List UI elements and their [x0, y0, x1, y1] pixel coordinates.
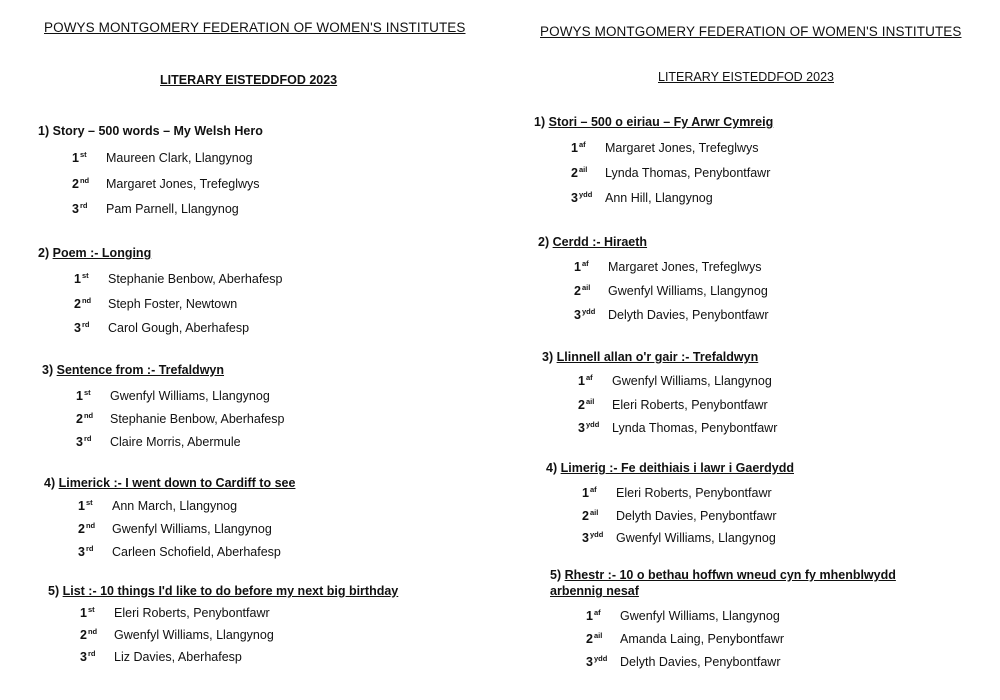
place-ordinal: $3^{ydd}$ [586, 654, 608, 669]
place-ordinal: 2nd [78, 521, 96, 536]
winner-entry [72, 150, 253, 165]
section-number: 2) [538, 235, 550, 249]
winner-entry [76, 434, 241, 449]
winner-name: Carleen Schofield, Aberhafesp [112, 545, 281, 559]
winner-entry [578, 373, 772, 388]
section-number: 4) [44, 476, 56, 490]
place-ordinal: $2^{ail}$ [574, 283, 591, 298]
winner-name: Gwenfyl Williams, Llangynog [112, 522, 272, 536]
winner-entry [582, 508, 777, 523]
place-ordinal: $2^{ail}$ [571, 165, 588, 180]
winner-name: Margaret Jones, Trefeglwys [106, 177, 260, 191]
winner-entry [74, 271, 282, 286]
section-1-title [38, 124, 263, 138]
section-1-title [534, 115, 773, 129]
section-title-text-line2: arbennig nesaf [550, 584, 639, 598]
section-title-text: Stori – 500 o eiriau – Fy Arwr Cymreig [548, 115, 774, 129]
winner-name: Maureen Clark, Llangynog [106, 151, 253, 165]
winner-entry [76, 411, 284, 426]
section-title-text: Sentence from :- Trefaldwyn [56, 363, 225, 377]
section-title-text: Llinnell allan o'r gair :- Trefaldwyn [556, 350, 759, 364]
winner-name: Margaret Jones, Trefeglwys [608, 260, 762, 274]
winner-entry [586, 654, 781, 669]
section-4-title [546, 461, 794, 475]
winner-name: Carol Gough, Aberhafesp [108, 321, 250, 335]
place-ordinal: 1st [78, 498, 93, 513]
winner-name: Delyth Davies, Penybontfawr [608, 308, 769, 322]
winner-name: Gwenfyl Williams, Llangynog [620, 609, 780, 623]
section-title-text: Limerig :- Fe deithiais i lawr i Gaerdydd [560, 461, 794, 475]
winner-name: Gwenfyl Williams, Llangynog [616, 531, 776, 545]
winner-entry [80, 627, 274, 642]
section-2-title [538, 235, 647, 249]
place-ordinal: 1st [72, 150, 87, 165]
place-ordinal: $1^{af}$ [582, 485, 597, 500]
winner-entry [571, 190, 713, 205]
place-ordinal: $1^{af}$ [574, 259, 589, 274]
winner-entry [574, 283, 768, 298]
place-ordinal: 3rd [74, 320, 90, 335]
winner-entry [582, 530, 776, 545]
place-ordinal: $2^{ail}$ [578, 397, 595, 412]
section-5-title [550, 567, 896, 599]
place-ordinal: $2^{ail}$ [586, 631, 603, 646]
winner-entry [80, 649, 242, 664]
section-title-text: Cerdd :- Hiraeth [552, 235, 648, 249]
section-number: 1) [534, 115, 546, 129]
place-ordinal: 2nd [72, 176, 90, 191]
section-number: 2) [38, 246, 50, 260]
winner-entry [578, 397, 768, 412]
winner-entry [574, 259, 762, 274]
section-3-title [542, 350, 758, 364]
section-3-title [42, 363, 224, 377]
winner-entry [78, 521, 272, 536]
winner-name: Ann March, Llangynog [112, 499, 238, 513]
winner-name: Stephanie Benbow, Aberhafesp [108, 272, 283, 286]
winner-name: Lynda Thomas, Penybontfawr [605, 166, 771, 180]
winner-entry [586, 608, 780, 623]
winner-entry [78, 544, 281, 559]
section-number: 3) [42, 363, 54, 377]
winner-entry [72, 176, 260, 191]
winner-name: Gwenfyl Williams, Llangynog [110, 389, 270, 403]
place-ordinal: 2nd [80, 627, 98, 642]
winner-name: Delyth Davies, Penybontfawr [616, 509, 777, 523]
place-ordinal: 2nd [76, 411, 94, 426]
winner-name: Gwenfyl Williams, Llangynog [612, 374, 772, 388]
welsh-results-page [500, 0, 1000, 700]
winner-name: Margaret Jones, Trefeglwys [605, 141, 759, 155]
winner-name: Liz Davies, Aberhafesp [114, 650, 242, 664]
section-title-text: Poem :- Longing [52, 246, 152, 260]
winner-entry [571, 165, 770, 180]
section-title-text: Limerick :- I went down to Cardiff to see [58, 476, 296, 490]
place-ordinal: 1st [80, 605, 95, 620]
winner-entry [571, 140, 759, 155]
place-ordinal: $1^{af}$ [578, 373, 593, 388]
section-title-text: Rhestr :- 10 o bethau hoffwn wneud cyn fy mhenblwydd [564, 568, 896, 582]
place-ordinal: $3^{ydd}$ [571, 190, 593, 205]
place-ordinal: $2^{ail}$ [582, 508, 599, 523]
winner-name: Eleri Roberts, Penybontfawr [114, 606, 270, 620]
winner-entry [578, 420, 777, 435]
winner-name: Eleri Roberts, Penybontfawr [612, 398, 768, 412]
winner-name: Lynda Thomas, Penybontfawr [612, 421, 778, 435]
section-number: 1) [38, 124, 50, 138]
winner-name: Claire Morris, Abermule [110, 435, 241, 449]
place-ordinal: $3^{ydd}$ [574, 307, 596, 322]
winner-name: Eleri Roberts, Penybontfawr [616, 486, 772, 500]
winner-entry [72, 201, 239, 216]
event-title: LITERARY EISTEDDFOD 2023 [658, 70, 834, 84]
organisation-heading: POWYS MONTGOMERY FEDERATION OF WOMEN'S INSTITUTES [44, 20, 466, 35]
winner-entry [574, 307, 769, 322]
winner-name: Pam Parnell, Llangynog [106, 202, 239, 216]
place-ordinal: 3rd [76, 434, 92, 449]
place-ordinal: 1st [74, 271, 89, 286]
winner-name: Delyth Davies, Penybontfawr [620, 655, 781, 669]
winner-entry [74, 296, 237, 311]
winner-name: Gwenfyl Williams, Llangynog [608, 284, 768, 298]
winner-name: Amanda Laing, Penybontfawr [620, 632, 784, 646]
event-title: LITERARY EISTEDDFOD 2023 [160, 73, 338, 87]
place-ordinal: 3rd [80, 649, 96, 664]
winner-name: Gwenfyl Williams, Llangynog [114, 628, 274, 642]
winner-entry [76, 388, 270, 403]
place-ordinal: 3rd [78, 544, 94, 559]
winner-name: Stephanie Benbow, Aberhafesp [110, 412, 285, 426]
section-number: 3) [542, 350, 554, 364]
place-ordinal: 3rd [72, 201, 88, 216]
place-ordinal: $3^{ydd}$ [582, 530, 604, 545]
section-4-title [44, 476, 295, 490]
winner-entry [582, 485, 772, 500]
winner-entry [80, 605, 270, 620]
section-number: 4) [546, 461, 558, 475]
place-ordinal: $3^{ydd}$ [578, 420, 600, 435]
place-ordinal: 1st [76, 388, 91, 403]
place-ordinal: 2nd [74, 296, 92, 311]
section-2-title [38, 246, 151, 260]
winner-entry [74, 320, 249, 335]
place-ordinal: $1^{af}$ [571, 140, 586, 155]
winner-entry [78, 498, 237, 513]
winner-name: Ann Hill, Llangynog [605, 191, 713, 205]
section-title-text: List :- 10 things I'd like to do before my next big birthday [62, 584, 399, 598]
section-5-title [48, 584, 398, 598]
organisation-heading: POWYS MONTGOMERY FEDERATION OF WOMEN'S INSTITUTES [540, 24, 962, 39]
place-ordinal: $1^{af}$ [586, 608, 601, 623]
section-number: 5) [550, 568, 562, 582]
section-title-text: Story – 500 words – My Welsh Hero [52, 124, 263, 138]
winner-name: Steph Foster, Newtown [108, 297, 238, 311]
section-number: 5) [48, 584, 60, 598]
winner-entry [586, 631, 784, 646]
